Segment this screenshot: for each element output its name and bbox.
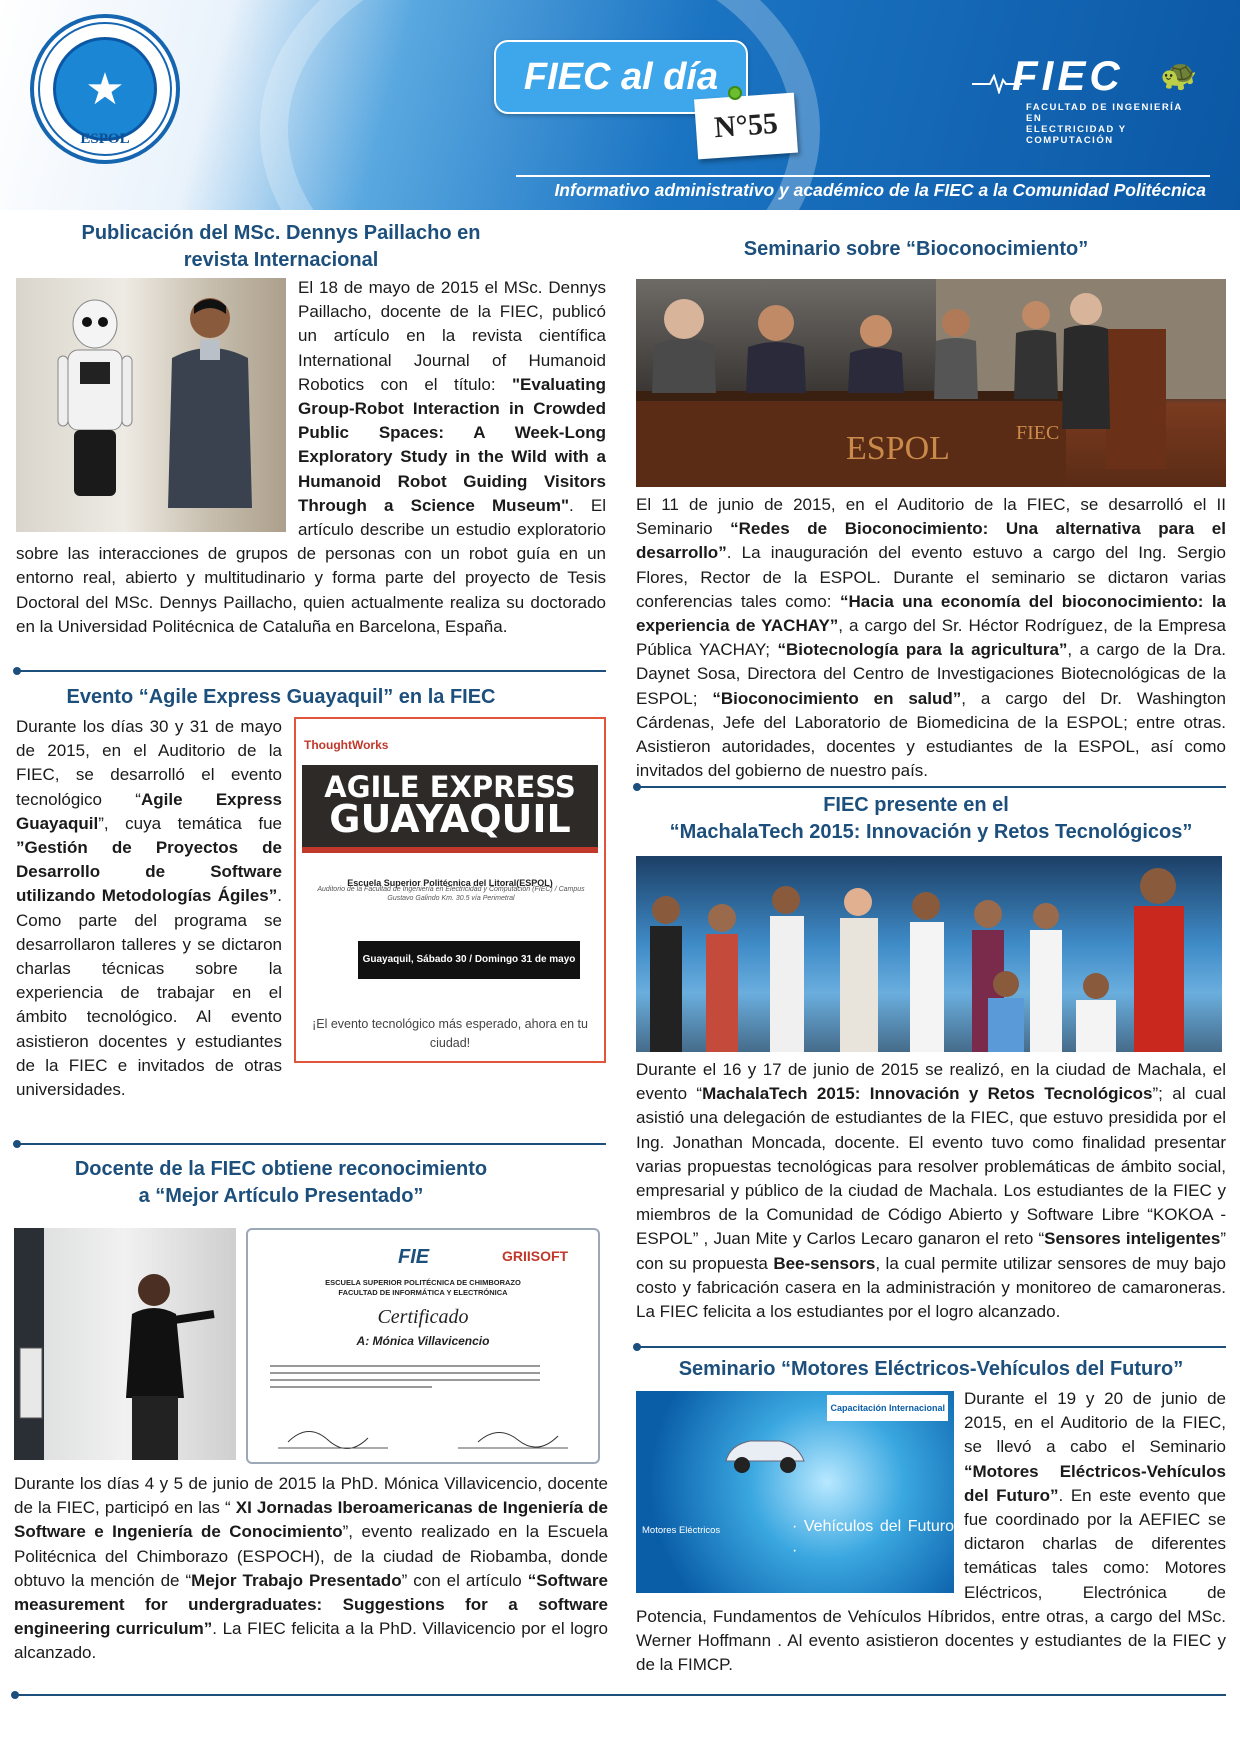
- speaker-image: [14, 1228, 236, 1460]
- section-divider: [16, 670, 606, 672]
- footer-rule: [14, 1694, 1226, 1696]
- pin-icon: [728, 86, 742, 100]
- article-villavicencio: [14, 1156, 608, 1666]
- motores-poster: [636, 1391, 954, 1593]
- turtle-logo-icon: 🐢: [1160, 59, 1198, 92]
- certificate-image: [246, 1228, 600, 1464]
- poster-school-detail: Auditorio de la Facultad de Ingeniería en Electricidad y Computación (FIEC) / Campus Gustavo Galindo Km. 30.5 vía Perimetral: [317, 886, 585, 902]
- seminar-photo: [636, 279, 1226, 487]
- section-divider: [636, 786, 1226, 788]
- article-title: Publicación del MSc. Dennys Paillacho en revista Internacional: [81, 222, 481, 271]
- article-machalatech: [636, 792, 1226, 1324]
- poster-banner: AGILE EXPRESS GUAYAQUIL: [302, 765, 598, 853]
- header-tagline: Informativo administrativo y académico de la FIEC a la Comunidad Politécnica: [554, 180, 1206, 200]
- article-body: El 11 de junio de 2015, en el Auditorio de la FIEC, se desarrolló el II Seminario “Redes de Bioconocimiento: Una alternativa para el desarrollo”. La inauguración del evento estuvo a cargo del Ing. Sergio Flores, Rector de la ESPOL. Durante el seminario se dictaron varias conferencias tales como: “Hacia una economía del bioconocimiento: la experiencia de YACHAY”, a cargo del Sr. Héctor Rodríguez, de la Empresa Pública YACHAY; “Biotecnología para la agricultura”, a cargo de la Dra. Daynet Sosa, Directora del Centro de Investigaciones Biotecnológicas de la ESPOL; “Bioconocimiento en salud”, a cargo del Dr. Washington Cárdenas, Jefe del Laboratorio de Biomedicina de la ESPOL; entre otras. Asistieron autoridades, docentes y estudiantes de la ESPOL, así como invitados del gobierno de nuestro país.: [636, 495, 1227, 781]
- poster-right-label: · Vehículos del Futuro ·: [792, 1518, 954, 1560]
- seminar-image: [636, 279, 1226, 487]
- newsletter-header: [0, 0, 1240, 210]
- car-icon: [720, 1427, 810, 1477]
- article-title: Seminario “Motores Eléctricos-Vehículos del Futuro”: [678, 1358, 1184, 1380]
- header-rule: [516, 175, 1210, 177]
- cert-school: ESCUELA SUPERIOR POLITÉCNICA DE CHIMBORAZO: [325, 1278, 521, 1287]
- poster-slogan: ¡El evento tecnológico más esperado, ahora en tu ciudad!: [312, 1017, 588, 1050]
- agile-express-poster: [294, 717, 606, 1063]
- article-title: FIEC presente en el “MachalaTech 2015: Innovación y Retos Tecnológicos”: [669, 794, 1193, 843]
- article-body: Durante los días 4 y 5 de junio de 2015 la PhD. Mónica Villavicencio, docente de la FIEC, participó en las “ XI Jornadas Iberoamericanas de Ingeniería de Software e Ingeniería de Conocimiento”, evento realizado en la Escuela Politécnica del Chimborazo (ESPOCH), de la ciudad de Riobamba, donde obtuvo la mención de “Mejor Trabajo Presentado” con el artículo “Software measurement for undergraduates: Suggestions for a software engineering curriculum”. La FIEC felicita a la PhD. Villavicencio por el logro alcanzado.: [14, 1474, 608, 1663]
- turtle-icon: ★: [53, 37, 157, 141]
- section-divider: [636, 1346, 1226, 1348]
- fiec-logo: [972, 52, 1202, 146]
- fiec-logo-subtitle: FACULTAD DE INGENIERÍA EN ELECTRICIDAD Y COMPUTACIÓN: [1026, 102, 1183, 146]
- svg-text:FIEC: FIEC: [1016, 422, 1060, 444]
- article-body: ThoughtWorks AGILE EXPRESS GUAYAQUIL Escuela Superior Politécnica del Litoral(ESPOL) Auditorio de la Facultad de Ingeniería en Electricidad y Computación (FIEC) / Campus Gustavo Galindo Km. 30.5 vía Perimetral Guayaquil, Sábado 30 / Domingo 31 de mayo 2015 ¡El evento tecnológico más esperado, ahora en tu ciudad! Durante los días 30 y 31 de mayo de 2015, en el Auditorio de la FIEC, se desarrolló el evento tecnológico “Agile Express Guayaquil”, cuya temática fue ”Gestión de Proyectos de Desarrollo de Software utilizando Metodologías Ágiles”. Como parte del programa se desarrollaron talleres y se dictaron charlas técnicas sobre la experiencia de trabajar en el ámbito tecnológico. Al evento asistieron docentes y estudiantes de la FIEC e invitados de otras universidades.: [16, 715, 606, 1102]
- machalatech-group-photo: [636, 856, 1222, 1052]
- article-agile: [16, 684, 606, 1102]
- article-title: Evento “Agile Express Guayaquil” en la FIEC: [66, 686, 496, 708]
- humanoid-robot-image: [56, 298, 134, 498]
- cert-signatures: [278, 1418, 568, 1458]
- fiec-logo-text: FIEC: [1012, 52, 1124, 99]
- article-motores: [636, 1356, 1226, 1677]
- group-image: [636, 856, 1222, 1052]
- poster-caption: Capacitación Internacional: [827, 1395, 948, 1421]
- article-body: El 18 de mayo de 2015 el MSc. Dennys Paillacho, docente de la FIEC, publicó un artículo en la revista científica International Journal of Humanoid Robotics con el título: "Evaluating Group-Robot Interaction in Crowded Public Spaces: A Week-Long Exploratory Study in the Wild with a Humanoid Robot Guiding Visitors Through a Science Museum". El artículo describe un estudio exploratorio sobre las interacciones de grupos de personas con un robot guía en un entorno real, abierto y multitudinario y forma parte del proyecto de Tesis Doctoral del MSc. Dennys Paillacho, quien actualmente realiza su doctorado en la Universidad Politécnica de Cataluña en Barcelona, España.: [16, 278, 607, 636]
- speaker-photo: [14, 1228, 236, 1460]
- cert-title: Certificado: [377, 1306, 469, 1328]
- person-image: [164, 288, 256, 508]
- article-bioconocimiento: [636, 236, 1226, 783]
- award-images: [14, 1228, 608, 1472]
- article-paillacho: [16, 220, 606, 639]
- svg-text:ESPOL: ESPOL: [846, 430, 950, 467]
- robot-photo: [16, 278, 286, 532]
- article-title: Seminario sobre “Bioconocimiento”: [743, 238, 1089, 260]
- poster-left-label: Motores Eléctricos: [642, 1525, 721, 1536]
- article-body: Durante el 16 y 17 de junio de 2015 se realizó, en la ciudad de Machala, el evento “MachalaTech 2015: Innovación y Retos Tecnológicos”; al cual asistió una delegación de estudiantes de la FIEC, que estuvo presidida por el Ing. Jonathan Moncada, docente. El evento tuvo como finalidad presentar varias propuestas tecnológicas para resolver problemáticas de ámbito social, empresarial y público de la ciudad de Machala. Los estudiantes de la FIEC y miembros de la Comunidad de Código Abierto y Software Libre “KOKOA - ESPOL” , Juan Mite y Carlos Lecaro ganaron el reto “Sensores inteligentes” con su propuesta Bee-sensors, la cual permite utilizar sensores de muy bajo costo y fabricación casera en la administración y monitoreo de camaroneras. La FIEC felicita a los estudiantes por el logro alcanzado.: [636, 1060, 1227, 1322]
- newsletter-title: FIEC al día: [523, 56, 719, 98]
- cert-faculty: FACULTAD DE INFORMÁTICA Y ELECTRÓNICA: [338, 1288, 508, 1297]
- issue-number: N°55: [694, 93, 798, 160]
- cert-recipient: A: Mónica Villavicencio: [356, 1334, 490, 1348]
- cert-text-lines: [270, 1360, 540, 1393]
- cert-logo-right: GRIISOFT: [502, 1248, 569, 1264]
- cert-logo-left: FIE: [398, 1246, 430, 1268]
- poster-date: Guayaquil, Sábado 30 / Domingo 31 de mayo 2015: [358, 941, 580, 979]
- article-body: Capacitación Internacional Motores Eléctricos · Vehículos del Futuro · Durante el 19 y 20 de junio de 2015, en el Auditorio de la FIEC, se llevó a cabo el Seminario “Motores Eléctricos-Vehículos del Futuro”. En este evento que fue coordinado por la AEFIEC se dictaron charlas de diferentes temáticas tales como: Motores Eléctricos, Electrónica de Potencia, Fundamentos de Vehículos Híbridos, entre otras, a cargo del MSc. Werner Hoffmann . Al evento asistieron docentes y estudiantes de la FIEC y de la FIMCP.: [636, 1389, 1226, 1675]
- poster-brand: ThoughtWorks: [304, 738, 389, 752]
- section-divider: [16, 1143, 606, 1145]
- seal-label: ESPOL: [80, 131, 130, 147]
- espol-seal-logo: [30, 14, 180, 164]
- poster-school: Escuela Superior Politécnica del Litoral(ESPOL): [347, 878, 553, 888]
- article-title: Docente de la FIEC obtiene reconocimiento a “Mejor Artículo Presentado”: [74, 1158, 488, 1207]
